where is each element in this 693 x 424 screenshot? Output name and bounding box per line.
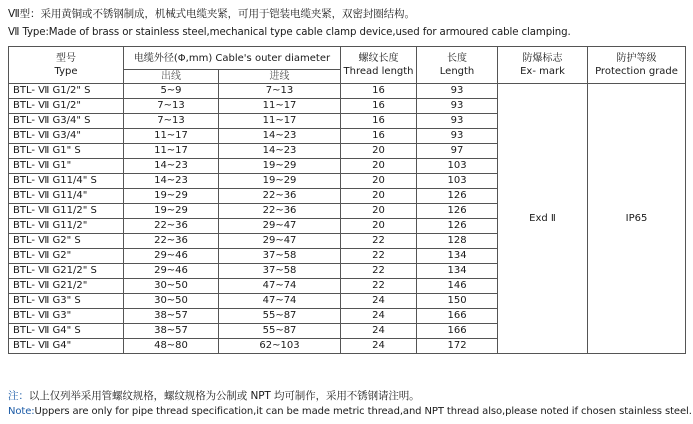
cell-length: 103 — [417, 159, 498, 174]
header-inlet: 进线 — [219, 70, 341, 84]
header-outlet: 出线 — [124, 70, 219, 84]
cell-type: BTL- Ⅶ G3/4" S — [9, 114, 124, 129]
cell-type: BTL- Ⅶ G1/2" S — [9, 84, 124, 99]
cell-inlet: 47~74 — [219, 294, 341, 309]
spec-table — [8, 46, 686, 354]
note-en-label: Note: — [8, 406, 35, 417]
cell-thread: 24 — [341, 294, 417, 309]
cell-length: 134 — [417, 249, 498, 264]
cell-thread: 20 — [341, 159, 417, 174]
cell-inlet: 22~36 — [219, 189, 341, 204]
cell-inlet: 55~87 — [219, 324, 341, 339]
cell-thread: 22 — [341, 249, 417, 264]
cell-inlet: 62~103 — [219, 339, 341, 354]
header-length-cn: 长度 — [447, 53, 468, 64]
header-ex-en: Ex- mark — [520, 66, 565, 77]
cell-length: 126 — [417, 204, 498, 219]
cell-type: BTL- Ⅶ G4" S — [9, 324, 124, 339]
note-cn-text: 以上仅列举采用管螺纹规格，螺纹规格为公制或 NPT 均可制作，采用不锈钢请注明。 — [28, 390, 420, 402]
table-body — [9, 84, 686, 354]
cell-type: BTL- Ⅶ G1" S — [9, 144, 124, 159]
header-type — [9, 47, 124, 84]
cell-type: BTL- Ⅶ G1/2" — [9, 99, 124, 114]
cell-thread: 22 — [341, 234, 417, 249]
cell-outlet: 29~46 — [124, 264, 219, 279]
cell-type: BTL- Ⅶ G2" S — [9, 234, 124, 249]
cell-thread: 20 — [341, 189, 417, 204]
cell-inlet: 11~17 — [219, 99, 341, 114]
header-type-cn: 型号 — [56, 53, 76, 64]
cell-thread: 16 — [341, 114, 417, 129]
cell-inlet: 29~47 — [219, 234, 341, 249]
cell-type: BTL- Ⅶ G3" — [9, 309, 124, 324]
cell-thread: 16 — [341, 129, 417, 144]
header-thread — [341, 47, 417, 84]
cell-length: 97 — [417, 144, 498, 159]
cell-thread: 20 — [341, 144, 417, 159]
cell-inlet: 55~87 — [219, 309, 341, 324]
cell-protection: IP65 — [588, 84, 686, 354]
table-row — [9, 84, 686, 99]
cell-thread: 16 — [341, 84, 417, 99]
header-prot-cn: 防护等级 — [616, 53, 657, 64]
cell-outlet: 38~57 — [124, 309, 219, 324]
cell-type: BTL- Ⅶ G11/2" — [9, 219, 124, 234]
note-cn-label: 注： — [8, 390, 29, 402]
cell-length: 93 — [417, 114, 498, 129]
cell-type: BTL- Ⅶ G4" — [9, 339, 124, 354]
cell-thread: 22 — [341, 279, 417, 294]
cell-thread: 20 — [341, 219, 417, 234]
header-ex-cn: 防爆标志 — [522, 53, 563, 64]
note-en-text: Uppers are only for pipe thread specification,it can be made metric thread,and NPT thread also,please noted if chosen stainless steel. — [34, 406, 692, 417]
cell-outlet: 5~9 — [124, 84, 219, 99]
cell-outlet: 22~36 — [124, 219, 219, 234]
cell-thread: 22 — [341, 264, 417, 279]
cell-type: BTL- Ⅶ G2" — [9, 249, 124, 264]
cell-thread: 20 — [341, 174, 417, 189]
cell-inlet: 7~13 — [219, 84, 341, 99]
cell-inlet: 11~17 — [219, 114, 341, 129]
cell-length: 93 — [417, 84, 498, 99]
header-length-en: Length — [439, 66, 475, 77]
cell-outlet: 19~29 — [124, 204, 219, 219]
cell-outlet: 30~50 — [124, 279, 219, 294]
cell-inlet: 29~47 — [219, 219, 341, 234]
cell-type: BTL- Ⅶ G3" S — [9, 294, 124, 309]
cell-outlet: 48~80 — [124, 339, 219, 354]
cell-outlet: 19~29 — [124, 189, 219, 204]
cell-type: BTL- Ⅶ G21/2" — [9, 279, 124, 294]
cell-inlet: 19~29 — [219, 174, 341, 189]
cell-outlet: 22~36 — [124, 234, 219, 249]
cell-length: 103 — [417, 174, 498, 189]
header-diameter: 电缆外径(Φ,mm) Cable's outer diameter — [124, 47, 341, 70]
cell-outlet: 14~23 — [124, 174, 219, 189]
title-chinese: Ⅶ型：采用黄铜或不锈钢制成，机械式电缆夹紧，可用于铠装电缆夹紧，双密封圈结构。 — [8, 8, 415, 20]
cell-type: BTL- Ⅶ G11/4" S — [9, 174, 124, 189]
cell-length: 166 — [417, 324, 498, 339]
note-chinese — [8, 388, 420, 403]
cell-thread: 16 — [341, 99, 417, 114]
cell-length: 126 — [417, 189, 498, 204]
note-english — [8, 406, 692, 417]
cell-thread: 24 — [341, 309, 417, 324]
cell-inlet: 14~23 — [219, 144, 341, 159]
header-thread-cn: 螺纹长度 — [358, 53, 399, 64]
cell-length: 146 — [417, 279, 498, 294]
header-protection — [588, 47, 686, 84]
cell-type: BTL- Ⅶ G11/4" — [9, 189, 124, 204]
cell-inlet: 19~29 — [219, 159, 341, 174]
cell-length: 93 — [417, 129, 498, 144]
cell-thread: 24 — [341, 324, 417, 339]
header-prot-en: Protection grade — [595, 66, 678, 77]
cell-thread: 24 — [341, 339, 417, 354]
header-thread-en: Thread length — [343, 66, 414, 77]
header-length — [417, 47, 498, 84]
cell-outlet: 7~13 — [124, 114, 219, 129]
cell-type: BTL- Ⅶ G1" — [9, 159, 124, 174]
cell-type: BTL- Ⅶ G21/2" S — [9, 264, 124, 279]
cell-inlet: 47~74 — [219, 279, 341, 294]
cell-inlet: 37~58 — [219, 264, 341, 279]
cell-ex-mark: Exd Ⅱ — [498, 84, 588, 354]
cell-outlet: 14~23 — [124, 159, 219, 174]
header-ex-mark — [498, 47, 588, 84]
cell-type: BTL- Ⅶ G11/2" S — [9, 204, 124, 219]
cell-length: 134 — [417, 264, 498, 279]
cell-length: 93 — [417, 99, 498, 114]
cell-length: 128 — [417, 234, 498, 249]
cell-length: 126 — [417, 219, 498, 234]
header-type-en: Type — [54, 66, 78, 77]
cell-type: BTL- Ⅶ G3/4" — [9, 129, 124, 144]
cell-outlet: 30~50 — [124, 294, 219, 309]
cell-outlet: 11~17 — [124, 129, 219, 144]
cell-outlet: 38~57 — [124, 324, 219, 339]
cell-length: 150 — [417, 294, 498, 309]
cell-thread: 20 — [341, 204, 417, 219]
cell-inlet: 37~58 — [219, 249, 341, 264]
cell-length: 166 — [417, 309, 498, 324]
cell-inlet: 14~23 — [219, 129, 341, 144]
cell-length: 172 — [417, 339, 498, 354]
title-english: Ⅶ Type:Made of brass or stainless steel,mechanical type cable clamp device,used for armoured cable clamping. — [8, 27, 571, 38]
cell-outlet: 7~13 — [124, 99, 219, 114]
cell-inlet: 22~36 — [219, 204, 341, 219]
cell-outlet: 11~17 — [124, 144, 219, 159]
cell-outlet: 29~46 — [124, 249, 219, 264]
